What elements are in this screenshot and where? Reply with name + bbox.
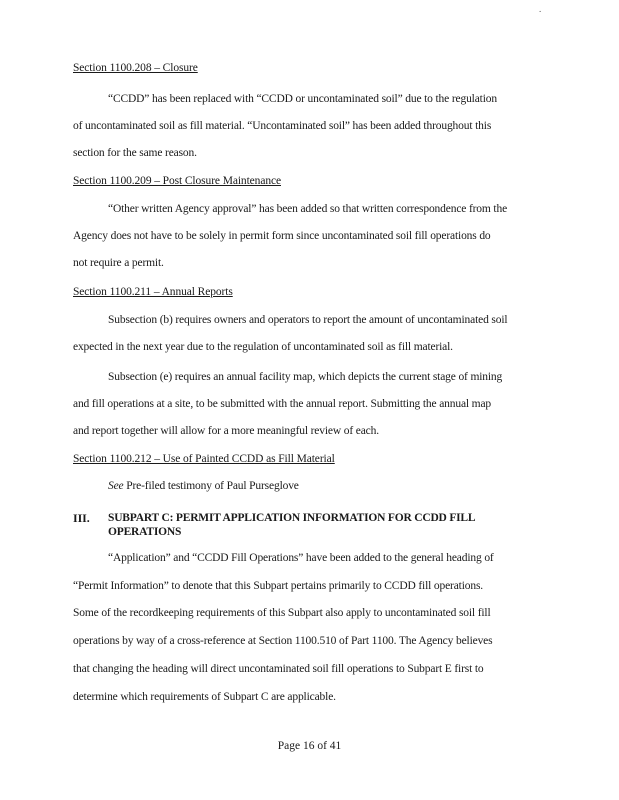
paragraph-line: and report together will allow for a more meaningful review of each.	[73, 425, 379, 437]
subpart-title-line: OPERATIONS	[108, 526, 182, 538]
paragraph-line: and fill operations at a site, to be submitted with the annual report. Submitting the annual map	[73, 398, 492, 410]
paragraph-line: expected in the next year due to the regulation of uncontaminated soil as fill material.	[73, 341, 453, 353]
see-reference	[108, 480, 299, 492]
see-text: Pre-filed testimony of Paul Purseglove	[123, 480, 299, 492]
section-heading-1100-208: Section 1100.208 – Closure	[73, 62, 198, 74]
section-heading-1100-212: Section 1100.212 – Use of Painted CCDD as Fill Material	[73, 453, 335, 465]
page-number: Page 16 of 41	[277, 740, 342, 752]
section-heading-1100-209: Section 1100.209 – Post Closure Maintenance	[73, 175, 281, 187]
see-label: See	[108, 480, 124, 492]
paragraph-line: of uncontaminated soil as fill material. “Uncontaminated soil” has been added throughout this	[73, 120, 492, 132]
paragraph-line: “CCDD” has been replaced with “CCDD or uncontaminated soil” due to the regulation	[108, 93, 497, 105]
paragraph-line: “Other written Agency approval” has been added so that written correspondence from the	[108, 203, 508, 215]
paragraph-line: that changing the heading will direct uncontaminated soil fill operations to Subpart E first to	[73, 663, 484, 675]
section-heading-1100-211: Section 1100.211 – Annual Reports	[73, 286, 233, 298]
paragraph-line: Some of the recordkeeping requirements of this Subpart also apply to uncontaminated soil fill	[73, 607, 491, 619]
subpart-title	[108, 511, 475, 539]
paragraph-line: not require a permit.	[73, 257, 164, 269]
paragraph-line: Subsection (e) requires an annual facility map, which depicts the current stage of mining	[108, 371, 503, 383]
paragraph-line: “Permit Information” to denote that this Subpart pertains primarily to CCDD fill operations.	[73, 580, 484, 592]
paragraph-line: Agency does not have to be solely in permit form since uncontaminated soil fill operations do	[73, 230, 491, 242]
paragraph-line: “Application” and “CCDD Fill Operations” have been added to the general heading of	[108, 552, 494, 564]
paragraph-line: Subsection (b) requires owners and operators to report the amount of uncontaminated soil	[108, 314, 508, 326]
paragraph-line: operations by way of a cross-reference at Section 1100.510 of Part 1100. The Agency believes	[73, 635, 493, 647]
subpart-number: III.	[73, 511, 90, 525]
scan-speck: .	[539, 4, 542, 14]
paragraph-line: determine which requirements of Subpart C are applicable.	[73, 691, 336, 703]
paragraph-line: section for the same reason.	[73, 147, 197, 159]
subpart-title-line: SUBPART C: PERMIT APPLICATION INFORMATION FOR CCDD FILL	[108, 512, 476, 524]
